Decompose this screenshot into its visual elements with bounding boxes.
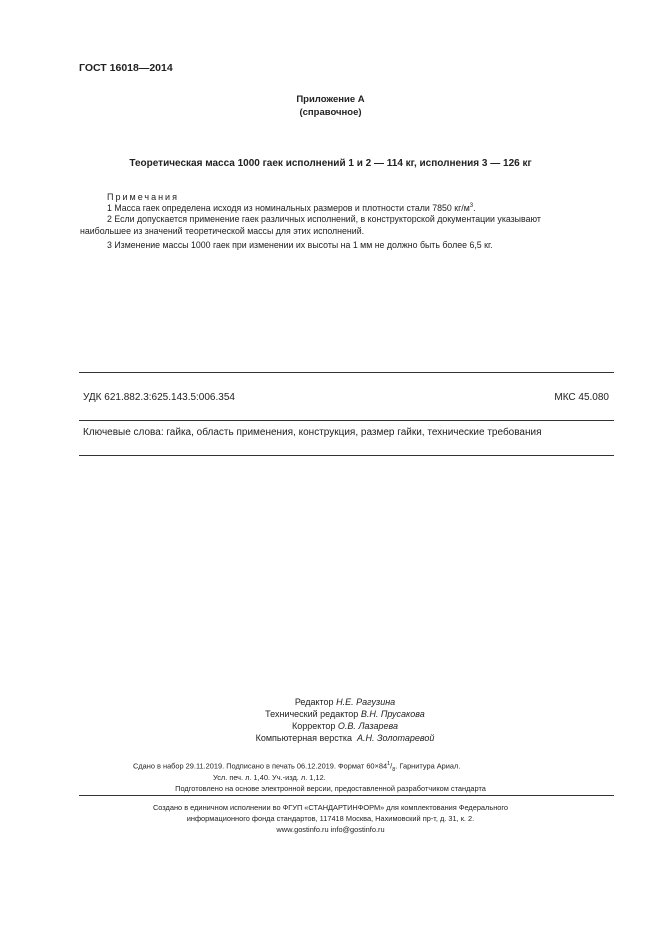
appendix-type: (справочное) bbox=[299, 107, 362, 118]
standard-number: ГОСТ 16018—2014 bbox=[79, 62, 173, 74]
udk-code: УДК 621.882.3:625.143.5:006.354 bbox=[83, 392, 235, 403]
note-1-end: . bbox=[473, 203, 476, 213]
credit-editor bbox=[0, 697, 661, 707]
divider-bottom bbox=[79, 455, 614, 456]
appendix-label: Приложение А bbox=[296, 94, 365, 105]
publication-dates: Сдано в набор 29.11.2019. Подписано в печать 06.12.2019. Формат 60×84 bbox=[133, 761, 388, 771]
publication-typeface: . Гарнитура Ариал. bbox=[395, 761, 461, 771]
appendix-title: Теоретическая масса 1000 гаек исполнений 1 и 2 — 114 кг, исполнения 3 — 126 кг bbox=[129, 158, 532, 169]
divider-footer bbox=[79, 795, 614, 796]
note-3: 3 Изменение массы 1000 гаек при изменении их высоты на 1 мм не должно быть более 6,5 кг. bbox=[107, 240, 493, 250]
note-2-line-1: 2 Если допускается применение гаек различных исполнений, в конструкторской документации указывают bbox=[107, 214, 541, 224]
mks-code: МКС 45.080 bbox=[554, 392, 609, 403]
footer-line-1: Создано в единичном исполнении во ФГУП «СТАНДАРТИНФОРМ» для комплектования Федерального bbox=[152, 803, 509, 812]
keywords: Ключевые слова: гайка, область применения, конструкция, размер гайки, технические требования bbox=[83, 427, 542, 438]
publication-info-3: Подготовлено на основе электронной версии, предоставленной разработчиком стандарта bbox=[175, 784, 486, 793]
credit-tech-editor bbox=[0, 709, 661, 719]
credit-layout bbox=[0, 733, 661, 743]
divider-middle bbox=[79, 420, 614, 421]
credit-layout-name: А.Н. Золотаревой bbox=[357, 733, 435, 743]
credit-corrector-name: О.В. Лазарева bbox=[337, 721, 398, 731]
credit-editor-role: Редактор bbox=[294, 697, 334, 707]
notes-heading: Примечания bbox=[107, 192, 179, 202]
format-fraction-numerator: 1 bbox=[387, 761, 391, 767]
footer-contacts: www.gostinfo.ru info@gostinfo.ru bbox=[276, 825, 385, 834]
note-2-line-2: наибольшее из значений теоретической массы для этих исполнений. bbox=[80, 226, 365, 236]
note-1-superscript: 3 bbox=[469, 203, 474, 210]
footer-line-2: информационного фонда стандартов, 117418 Москва, Нахимовский пр-т, д. 31, к. 2. bbox=[186, 814, 475, 823]
note-1 bbox=[107, 203, 476, 213]
publication-info-2: Усл. печ. л. 1,40. Уч.-изд. л. 1,12. bbox=[213, 773, 326, 782]
credit-editor-name: Н.Е. Рагузина bbox=[336, 697, 396, 707]
credit-corrector bbox=[0, 721, 661, 731]
note-1-text: 1 Масса гаек определена исходя из номинальных размеров и плотности стали 7850 кг/м bbox=[107, 203, 470, 213]
credit-corrector-role: Корректор bbox=[292, 721, 336, 731]
divider-top bbox=[79, 372, 614, 373]
format-fraction-denominator: 8 bbox=[392, 766, 396, 773]
publication-info-1: Сдано в набор 29.11.2019. Подписано в печать 06.12.2019. Формат $60\times 84^1/_8$. Гарнитура Ариал. bbox=[133, 761, 461, 773]
credit-layout-role: Компьютерная верстка bbox=[255, 733, 353, 743]
credit-tech-editor-name: В.Н. Прусакова bbox=[360, 709, 425, 719]
credit-tech-editor-role: Технический редактор bbox=[265, 709, 359, 719]
